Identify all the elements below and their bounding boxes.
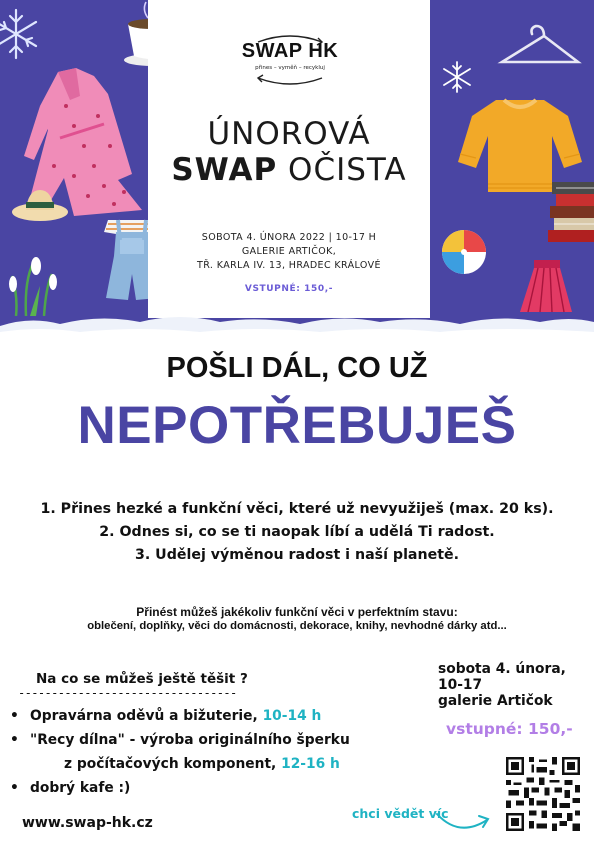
banner-title-bold: SWAP — [171, 152, 278, 188]
banner-address: TŘ. KARLA IV. 13, HRADEC KRÁLOVÉ — [197, 260, 381, 271]
skirt-icon — [518, 258, 574, 316]
event-card — [148, 0, 430, 318]
extras-list — [10, 708, 350, 804]
extra-item-text: Opravárna oděvů a bižuterie, — [30, 708, 263, 724]
event-details — [438, 661, 566, 709]
step-item: 2. Odnes si, co se ti naopak líbí a udělá Ti radost. — [99, 524, 495, 540]
beach-ball-icon — [440, 228, 488, 276]
hat-icon — [10, 186, 70, 222]
extra-item-text: dobrý kafe :) — [30, 780, 131, 796]
books-icon — [546, 178, 594, 244]
bring-list: oblečení, doplňky, věci do domácnosti, dekorace, knihy, nevhodné dárky atd... — [87, 620, 507, 632]
snowflake-icon — [440, 60, 474, 94]
qr-code-icon[interactable] — [506, 757, 580, 831]
bring-title: Přinést můžeš jakékoliv funkční věci v perfektním stavu: — [136, 605, 458, 619]
extra-item-time: 12-16 h — [281, 756, 340, 772]
hanger-icon — [496, 20, 582, 72]
event-price: vstupné: 150,- — [446, 720, 573, 738]
event-time: 10-17 — [438, 677, 483, 693]
logo-name: SWAP HK — [241, 40, 339, 62]
headline-line2: NEPOTŘEBUJEŠ — [77, 396, 517, 455]
steps-list — [0, 498, 594, 567]
banner-date-time: SOBOTA 4. ÚNORA 2022 | 10-17 H — [201, 232, 377, 243]
step-item: 3. Udělej výměnou radost i naší planetě. — [134, 547, 460, 563]
step-item: 1. Přines hezké a funkční věci, které už nevyužiješ (max. 20 ks). — [40, 501, 554, 517]
event-place: galerie Artičok — [438, 693, 553, 709]
snowdrop-icon — [6, 246, 66, 316]
bullet-icon: • — [10, 708, 19, 724]
banner-title-line2 — [148, 152, 430, 188]
more-info-label: chci vědět víc — [352, 806, 449, 821]
banner-title-rest: OČISTA — [277, 152, 407, 188]
list-item — [10, 756, 350, 780]
list-item — [10, 780, 350, 804]
website-link[interactable]: www.swap-hk.cz — [22, 815, 153, 831]
headline-line1: POŠLI DÁL, CO UŽ — [166, 352, 428, 384]
event-date: sobota 4. února, — [438, 661, 566, 677]
extras-divider: --------------------------------- — [18, 686, 237, 700]
banner-venue: GALERIE ARTIČOK, — [241, 246, 337, 257]
arrow-right-icon — [435, 806, 495, 836]
logo-subtitle: přines – vyměň – recykluj — [255, 65, 325, 71]
hero-banner — [0, 0, 594, 335]
list-item — [10, 732, 350, 756]
snow-ground — [0, 312, 594, 335]
extra-item-text: "Recy dílna" - výroba originálního šperku — [30, 732, 350, 748]
extra-item-text: z počítačových komponent, — [64, 756, 282, 772]
extra-item-time: 10-14 h — [262, 708, 322, 724]
snowflake-icon — [0, 8, 38, 60]
bullet-icon: • — [10, 780, 19, 796]
bullet-icon: • — [10, 732, 19, 748]
banner-title-line1: ÚNOROVÁ — [207, 116, 371, 152]
swap-hk-logo — [240, 34, 340, 86]
banner-price: VSTUPNÉ: 150,- — [244, 284, 334, 294]
list-item — [10, 708, 350, 732]
extras-title: Na co se můžeš ještě těšit ? — [36, 671, 248, 687]
